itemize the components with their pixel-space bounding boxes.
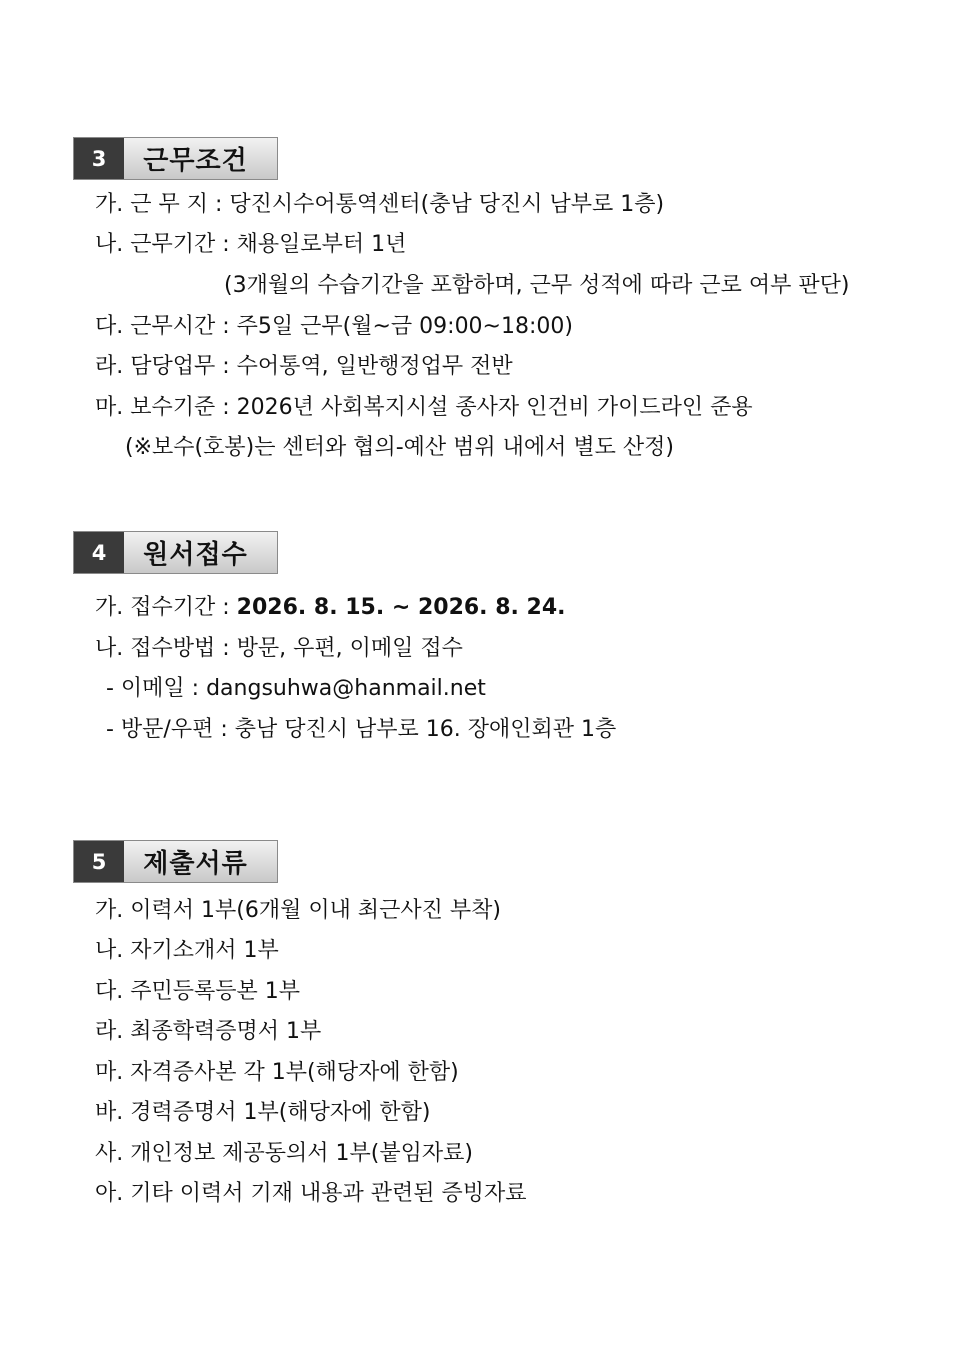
section-title: 원서접수 (143, 540, 248, 570)
application-method: 나. 접수방법 : 방문, 우편, 이메일 접수 (95, 636, 463, 661)
work-period: 나. 근무기간 : 채용일로부터 1년 (95, 232, 407, 257)
section-number: 5 (74, 841, 124, 882)
doc-item: 라. 최종학력증명서 1부 (95, 1019, 322, 1044)
work-period-note: (3개월의 수습기간을 포함하며, 근무 성적에 따라 근로 여부 판단) (224, 273, 850, 298)
section-title: 제출서류 (143, 849, 248, 879)
section-title: 근무조건 (143, 146, 248, 176)
doc-item: 마. 자격증사본 각 1부(해당자에 한함) (95, 1060, 459, 1085)
application-period-value: 2026. 8. 15. ~ 2026. 8. 24. (236, 595, 566, 620)
section-number: 3 (74, 138, 124, 179)
section-header-5 (73, 840, 278, 883)
doc-item: 가. 이력서 1부(6개월 이내 최근사진 부착) (95, 898, 501, 923)
work-location: 가. 근 무 지 : 당진시수어통역센터(충남 당진시 남부로 1층) (95, 192, 665, 217)
doc-item: 바. 경력증명서 1부(해당자에 한함) (95, 1100, 431, 1125)
doc-item: 사. 개인정보 제공동의서 1부(붙임자료) (95, 1141, 473, 1166)
application-visit-mail: - 방문/우편 : 충남 당진시 남부로 16. 장애인회관 1층 (106, 717, 617, 742)
section-header-4 (73, 531, 278, 574)
application-email: - 이메일 : dangsuhwa@hanmail.net (106, 676, 486, 701)
doc-item: 나. 자기소개서 1부 (95, 938, 279, 963)
salary-standard: 마. 보수기준 : 2026년 사회복지시설 종사자 인건비 가이드라인 준용 (95, 395, 753, 420)
work-hours: 다. 근무시간 : 주5일 근무(월~금 09:00~18:00) (95, 314, 573, 339)
application-period (95, 593, 566, 623)
application-period-label: 가. 접수기간 : (95, 595, 237, 620)
doc-item: 다. 주민등록등본 1부 (95, 979, 300, 1004)
section-header-3 (73, 137, 278, 180)
doc-item: 아. 기타 이력서 기재 내용과 관련된 증빙자료 (95, 1181, 527, 1206)
salary-note: (※보수(호봉)는 센터와 협의-예산 범위 내에서 별도 산정) (125, 435, 674, 460)
duties: 라. 담당업무 : 수어통역, 일반행정업무 전반 (95, 354, 513, 379)
section-number: 4 (74, 532, 124, 573)
